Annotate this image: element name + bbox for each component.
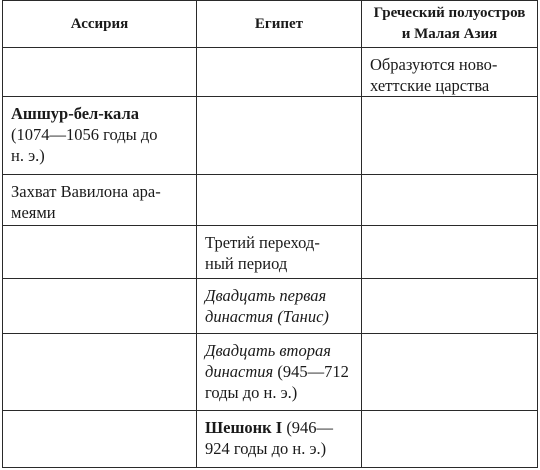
table-row: [3, 48, 538, 97]
cell-assyria: [3, 279, 197, 334]
table-row: [3, 226, 538, 279]
cell-text-line: меями: [11, 203, 56, 222]
cell-egypt: [197, 334, 362, 411]
date-range: (946—: [282, 418, 334, 437]
cell-greece: [362, 279, 538, 334]
dynasty-name-line: династия: [205, 362, 274, 381]
header-greece-line2: и Малая Азия: [401, 26, 498, 42]
cell-assyria: [3, 334, 197, 411]
cell-text-line: ный период: [205, 254, 288, 273]
dynasty-name-line: династия (Танис): [205, 307, 329, 326]
cell-text-line: Третий переход-: [205, 233, 320, 252]
cell-greece: [362, 48, 538, 97]
table-row: [3, 97, 538, 175]
table-row: [3, 175, 538, 226]
cell-greece: [362, 226, 538, 279]
cell-assyria: [3, 411, 197, 468]
cell-greece: [362, 334, 538, 411]
cell-egypt: [197, 97, 362, 175]
dynasty-name-line: Двадцать первая: [205, 286, 327, 305]
table-row: [3, 334, 538, 411]
cell-assyria: [3, 226, 197, 279]
header-assyria: Ассирия: [3, 1, 197, 48]
cell-assyria: [3, 48, 197, 97]
cell-greece: [362, 97, 538, 175]
cell-text-line: Захват Вавилона ара-: [11, 182, 161, 201]
cell-assyria: [3, 175, 197, 226]
table-header-row: [3, 1, 538, 48]
cell-egypt: [197, 226, 362, 279]
cell-egypt: [197, 279, 362, 334]
dynasty-name-line: Двадцать вторая: [205, 341, 331, 360]
ruler-name: Шешонк I: [205, 418, 283, 437]
cell-assyria: [3, 97, 197, 175]
cell-greece: [362, 175, 538, 226]
table-row: [3, 279, 538, 334]
header-greece-line1: Греческий полуостров: [373, 5, 526, 21]
cell-egypt: [197, 48, 362, 97]
header-egypt: Египет: [197, 1, 362, 48]
cell-text-line: Образуются ново-: [370, 55, 498, 74]
ruler-name: Ашшур-бел-кала: [11, 104, 139, 123]
cell-egypt: [197, 411, 362, 468]
cell-greece: [362, 411, 538, 468]
table-row: [3, 411, 538, 468]
date-range: (945—712: [273, 362, 349, 381]
cell-text-line: хеттские царства: [370, 76, 490, 95]
cell-text-line: 924 годы до н. э.): [205, 439, 327, 458]
cell-egypt: [197, 175, 362, 226]
cell-text-line: годы до н. э.): [205, 383, 298, 402]
header-greece-asia-minor: [362, 1, 538, 48]
cell-text-line: н. э.): [11, 146, 45, 165]
chronology-table: [2, 0, 538, 468]
cell-text-line: (1074—1056 годы до: [11, 125, 158, 144]
